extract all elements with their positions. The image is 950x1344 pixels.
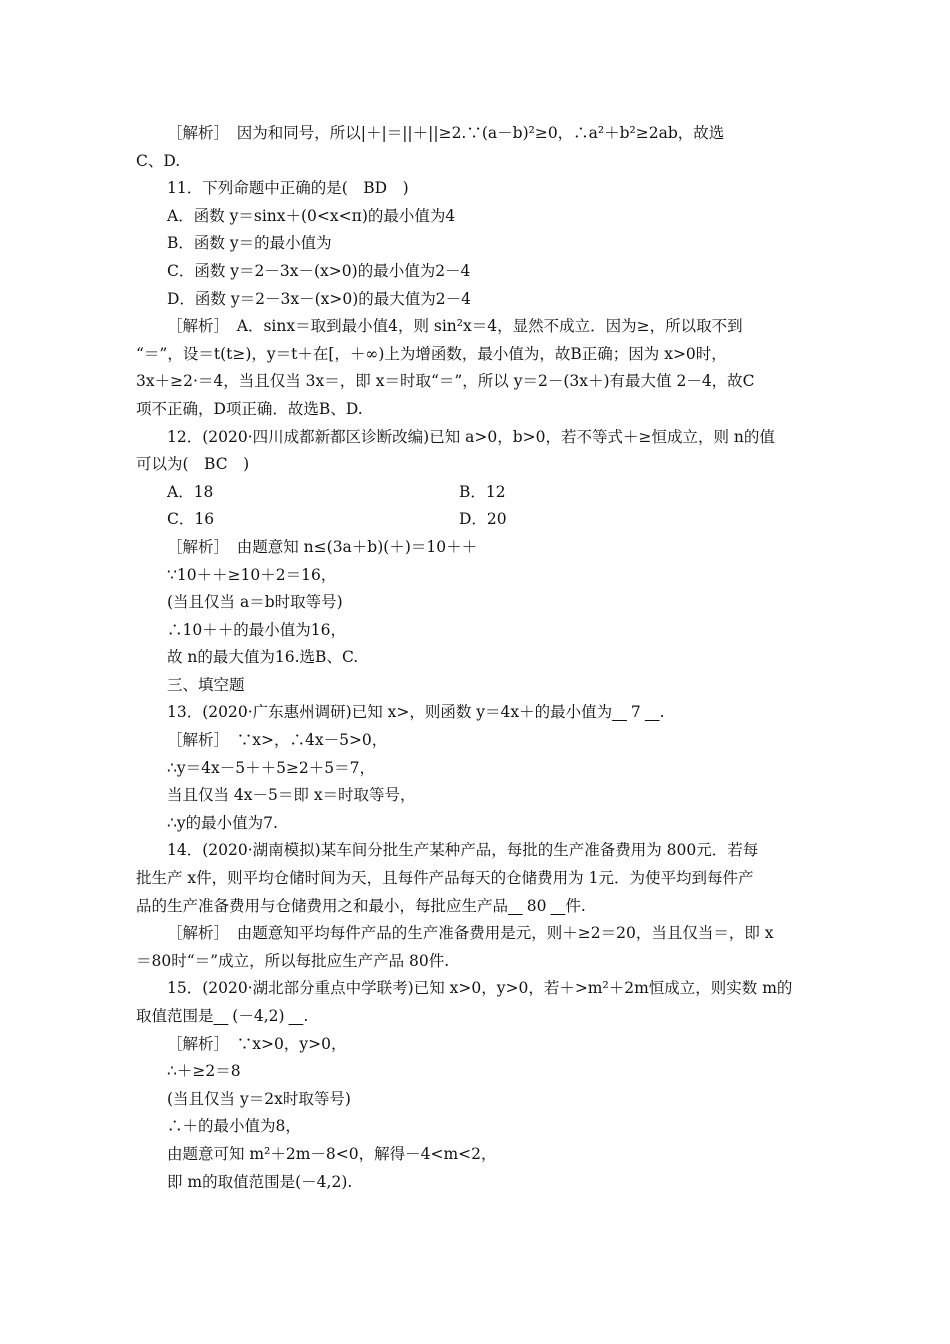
option-left: C．16 — [167, 510, 215, 529]
question-text: 13．(2020·广东惠州调研)已知 x>，则函数 y＝4x＋的最小值为 — [167, 703, 613, 722]
text-line: ［解析］ 因为和同号，所以|＋|＝||＋||≥2.∵(a－b)²≥0，∴a²＋b²≥2ab，故选 — [167, 124, 725, 142]
text-line: 12．(2020·四川成都新都区诊断改编)已知 a>0，b>0，若不等式＋≥恒成立，则 n的值 — [167, 427, 775, 446]
option-right: B．12 — [459, 482, 506, 501]
question-text: 品的生产准备费用与仓储费用之和最小，每批应生产品 — [136, 896, 509, 915]
answer-blank — [508, 893, 565, 921]
answer-blank — [214, 1003, 304, 1031]
text-line: 批生产 x件，则平均仓储时间为天，且每件产品每天的仓储费用为 1元．为使平均到每件产 — [136, 869, 754, 888]
fill-in-blank-line — [136, 893, 816, 921]
text-line: 15．(2020·湖北部分重点中学联考)已知 x>0，y>0，若＋>m²＋2m恒成立，则实数 m的 — [167, 979, 793, 998]
text-line: 当且仅当 4x－5＝即 x＝时取等号， — [167, 786, 416, 805]
text-line: C．函数 y＝2－3x－(x>0)的最小值为2－4 — [167, 261, 471, 280]
text-line: 故 n的最大值为16.选B、C. — [167, 648, 359, 667]
text-line: 即 m的取值范围是(－4,2). — [167, 1172, 353, 1191]
text-line: 由题意可知 m²＋2m－8<0，解得－4<m<2， — [167, 1144, 497, 1163]
text-line: C、D. — [136, 151, 181, 170]
text-line: ∴＋≥2＝8 — [167, 1062, 241, 1081]
fill-in-blank-line — [136, 699, 816, 727]
text-line: 14．(2020·湖南模拟)某车间分批生产某种产品，每批的生产准备费用为 800元．若每 — [167, 841, 759, 860]
text-line: ［解析］ ∵x>，∴4x－5>0， — [167, 731, 388, 750]
text-line: ［解析］ 由题意知平均每件产品的生产准备费用是元，则＋≥2＝20，当且仅当＝，即 x — [167, 924, 774, 943]
answer-option-row — [136, 506, 816, 534]
answer-option-row — [136, 479, 816, 507]
answer-text: 7 — [630, 703, 641, 722]
text-line: “＝”，设＝t(t≥)，y＝t＋在[，＋∞)上为增函数，最小值为，故B正确；因为 x>0时， — [136, 344, 727, 363]
answer-text: (－4,2) — [232, 1007, 285, 1025]
answer-blank — [612, 699, 659, 727]
option-left: A．18 — [167, 482, 214, 501]
text-line: ［解析］ ∵x>0，y>0， — [167, 1034, 347, 1053]
text-line: ∴＋的最小值为8， — [167, 1117, 301, 1136]
question-text-end: . — [659, 703, 665, 722]
text-line: ＝80时“＝”成立，所以每批应生产产品 80件. — [136, 951, 450, 970]
option-right: D．20 — [459, 510, 507, 529]
text-line: ∴y的最小值为7. — [167, 813, 278, 832]
text-line: ［解析］ A．sinx＝取到最小值4，则 sin²x＝4，显然不成立．因为≥，所以取不到 — [167, 317, 743, 336]
text-line: ［解析］ 由题意知 n≤(3a＋b)(＋)＝10＋＋ — [167, 537, 478, 556]
text-line: 3x＋≥2·＝4，当且仅当 3x＝，即 x＝时取“＝”，所以 y＝2－(3x＋)有最大值 2－4，故C — [136, 372, 755, 391]
text-line: 三、填空题 — [167, 675, 245, 694]
text-line: (当且仅当 a＝b时取等号) — [167, 593, 343, 612]
text-line: 项不正确，D项正确．故选B、D. — [136, 399, 363, 418]
question-text-end: 件. — [565, 896, 586, 915]
fill-in-blank-line — [136, 1003, 816, 1031]
text-line: (当且仅当 y＝2x时取等号) — [167, 1089, 351, 1108]
text-line: A．函数 y＝sinx＋(0<x<π)的最小值为4 — [167, 206, 456, 225]
text-line: 11．下列命题中正确的是( BD ) — [167, 179, 409, 198]
question-text-end: . — [303, 1007, 309, 1025]
text-line: B．函数 y＝的最小值为 — [167, 234, 332, 253]
text-line: ∴10＋＋的最小值为16， — [167, 620, 346, 639]
text-line: ∵10＋＋≥10＋2＝16， — [167, 565, 337, 584]
text-line: ∴y＝4x－5＋＋5≥2＋5＝7， — [167, 758, 376, 777]
answer-text: 80 — [526, 896, 547, 915]
document-body — [136, 120, 816, 1196]
question-text: 取值范围是 — [136, 1007, 214, 1025]
text-line: D．函数 y＝2－3x－(x>0)的最大值为2－4 — [167, 289, 471, 308]
text-line: 可以为( BC ) — [136, 455, 250, 474]
